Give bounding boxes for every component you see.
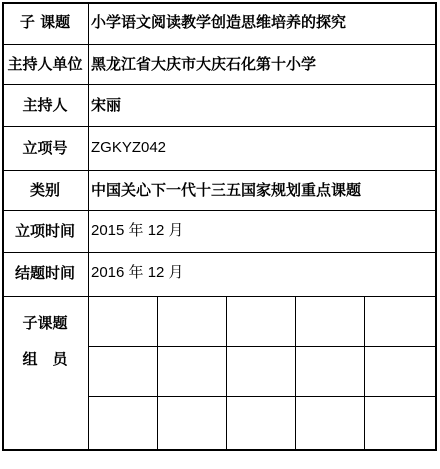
member-cell[interactable] <box>159 398 225 448</box>
member-cell[interactable] <box>159 348 225 395</box>
row-divider <box>2 296 437 297</box>
row-divider <box>2 44 437 45</box>
approval-date-label: 立项时间 <box>14 222 75 240</box>
category-value: 中国关心下一代十三五国家规划重点课题 <box>91 181 362 199</box>
member-cell[interactable] <box>366 348 434 395</box>
member-cell[interactable] <box>159 298 225 345</box>
row-divider <box>2 252 437 253</box>
row-divider <box>2 84 437 85</box>
member-grid-row-divider <box>88 346 436 347</box>
row-divider <box>2 210 437 211</box>
row-divider <box>2 170 437 171</box>
table-border-right <box>435 2 437 451</box>
subtopic-value: 小学语文阅读教学创造思维培养的探究 <box>91 13 347 31</box>
approval-date-value: 2015 年 12 月 <box>91 222 184 239</box>
member-grid-row-divider <box>88 396 436 397</box>
member-cell[interactable] <box>228 298 294 345</box>
host-label: 主持人 <box>22 96 68 114</box>
host-unit-value: 黑龙江省大庆市大庆石化第十小学 <box>91 55 317 73</box>
subtopic-label: 子 课题 <box>19 13 71 31</box>
member-grid-col-divider <box>157 296 158 450</box>
category-label: 类别 <box>29 181 60 199</box>
table-border-top <box>2 2 437 4</box>
member-cell[interactable] <box>366 298 434 345</box>
member-cell[interactable] <box>228 398 294 448</box>
project-number-value: ZGKYZ042 <box>91 139 167 156</box>
row-divider <box>2 126 437 127</box>
completion-date-label: 结题时间 <box>14 264 75 282</box>
member-cell[interactable] <box>297 298 363 345</box>
member-cell[interactable] <box>90 398 156 448</box>
member-cell[interactable] <box>90 348 156 395</box>
table-border-bottom <box>2 449 437 451</box>
member-cell[interactable] <box>90 298 156 345</box>
members-label-line1: 子课题 <box>22 314 68 332</box>
member-cell[interactable] <box>297 398 363 448</box>
members-label-line2: 组 员 <box>22 350 68 368</box>
project-number-label: 立项号 <box>22 139 68 157</box>
column-divider <box>88 2 89 451</box>
member-grid-col-divider <box>295 296 296 450</box>
member-grid-col-divider <box>364 296 365 450</box>
host-unit-label: 主持人单位 <box>7 55 83 73</box>
completion-date-value: 2016 年 12 月 <box>91 264 184 281</box>
member-cell[interactable] <box>366 398 434 448</box>
member-cell[interactable] <box>228 348 294 395</box>
member-grid-col-divider <box>226 296 227 450</box>
member-cell[interactable] <box>297 348 363 395</box>
host-value: 宋丽 <box>91 96 122 114</box>
